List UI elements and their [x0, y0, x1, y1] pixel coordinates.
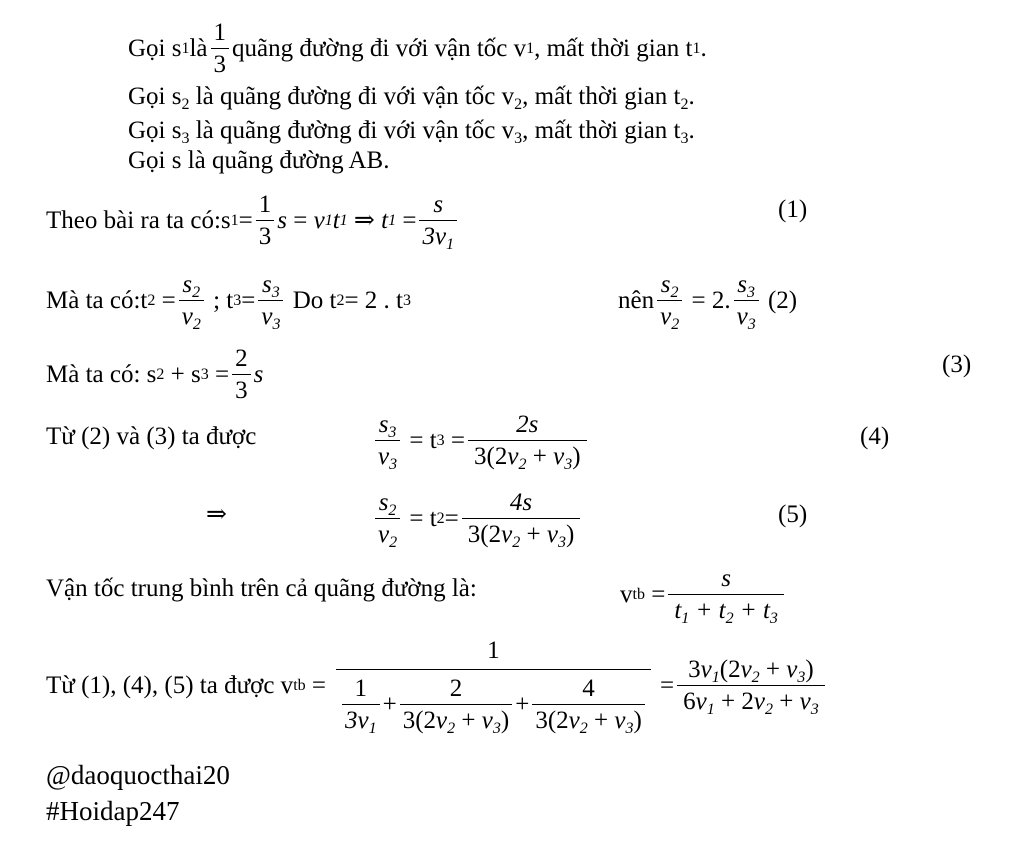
site-tag: #Hoidap247	[46, 796, 180, 826]
ref-2: (2)	[767, 286, 798, 314]
author-handle: @daoquocthai20	[46, 760, 230, 790]
ref-5: (5)	[778, 501, 808, 528]
equation-4: $\frac{s_3}{v_3}$ = t 3 = $\frac{2s}{3(2v_2 + v_3)}$	[372, 412, 590, 469]
equation-2: Mà ta có:t 2 = $\frac{s_2}{v_2}$ ; t 3 = $\frac{s_3}{v_3}$ Do t 2 = 2 . t 3	[46, 271, 411, 333]
statement-s1: Gọi s 1 là $\frac{1}{3}$ quãng đường đi với vận tốc v 1 , mất thời gian t 1 .	[128, 19, 707, 78]
average-speed-label: Vận tốc trung bình trên cả quãng đường là:	[46, 575, 477, 602]
statement-s: Gọi s là quãng đường AB.	[128, 147, 390, 174]
equation-1: Theo bài ra ta có:s 1 = $\frac{1}{3}$ s = v 1 t 1 ⇒ t 1 = $\frac{s}{3v_1}$	[46, 192, 460, 249]
equation-5: $\frac{s_2}{v_2}$ = t 2 = $\frac{4s}{3(2v_2 + v_3)}$	[372, 490, 583, 547]
equation-3: Mà ta có: s 2 + s 3 = $\frac{2}{3}$ s	[46, 345, 264, 404]
statement-s3: Gọi $s_3$ là quãng đường đi với vận tốc $v_3$, mất thời gian $t_3$.	[128, 117, 695, 147]
ref-1: (1)	[778, 196, 808, 223]
fraction-one-third: $\frac{1}{3}$	[211, 20, 230, 77]
final-result: Từ (1), (4), (5) ta được v tb = 1 $\frac{1}{3v_1}$ + $\frac{2}{3(2v_2 + v_3)}$ + $\frac{4}{3(2v_2 + v_3)}$ = $\frac{3v_1(2v_2 + v_3)}{6v_1 + 2v_2 + v_3}$	[46, 638, 828, 733]
ref-4: (4)	[860, 423, 890, 450]
equation-4-label: Từ (2) và (3) ta được	[46, 423, 257, 450]
ref-3: (3)	[942, 351, 972, 378]
equation-2-ratio: nên $\frac{s_2}{v_2}$ = 2. $\frac{s_3}{v_3}$ (2)	[618, 271, 798, 333]
average-speed-formula: v tb = $\frac{s}{t_1 + t_2 + t_3}$	[620, 566, 787, 623]
statement-s2: Gọi $s_2$ là quãng đường đi với vận tốc $v_2$, mất thời gian $t_2$.	[128, 83, 695, 113]
implies-arrow: ⇒	[206, 501, 227, 528]
